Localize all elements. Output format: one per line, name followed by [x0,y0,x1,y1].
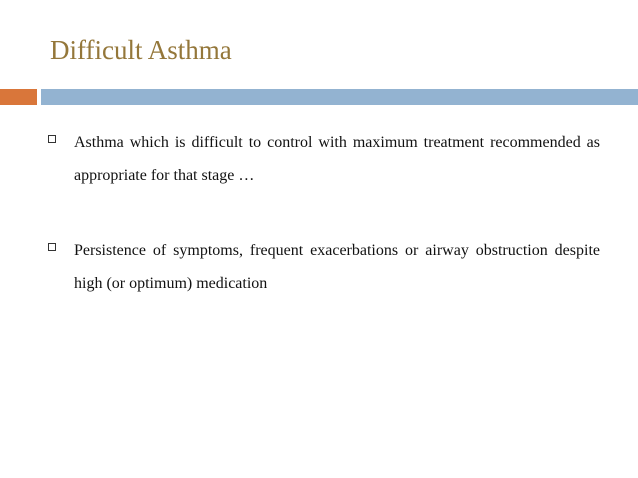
hollow-square-bullet-icon [48,243,56,251]
slide-title: Difficult Asthma [50,35,232,65]
bullet-text: Asthma which is difficult to control with maximum treatment recommended as appropriate for that stage … [74,134,600,184]
title-rule-bar [41,89,638,105]
title-accent-bar [0,89,37,105]
hollow-square-bullet-icon [48,135,56,143]
bullet-text: Persistence of symptoms, frequent exacerbations or airway obstruction despite high (or optimum) medication [74,242,600,292]
